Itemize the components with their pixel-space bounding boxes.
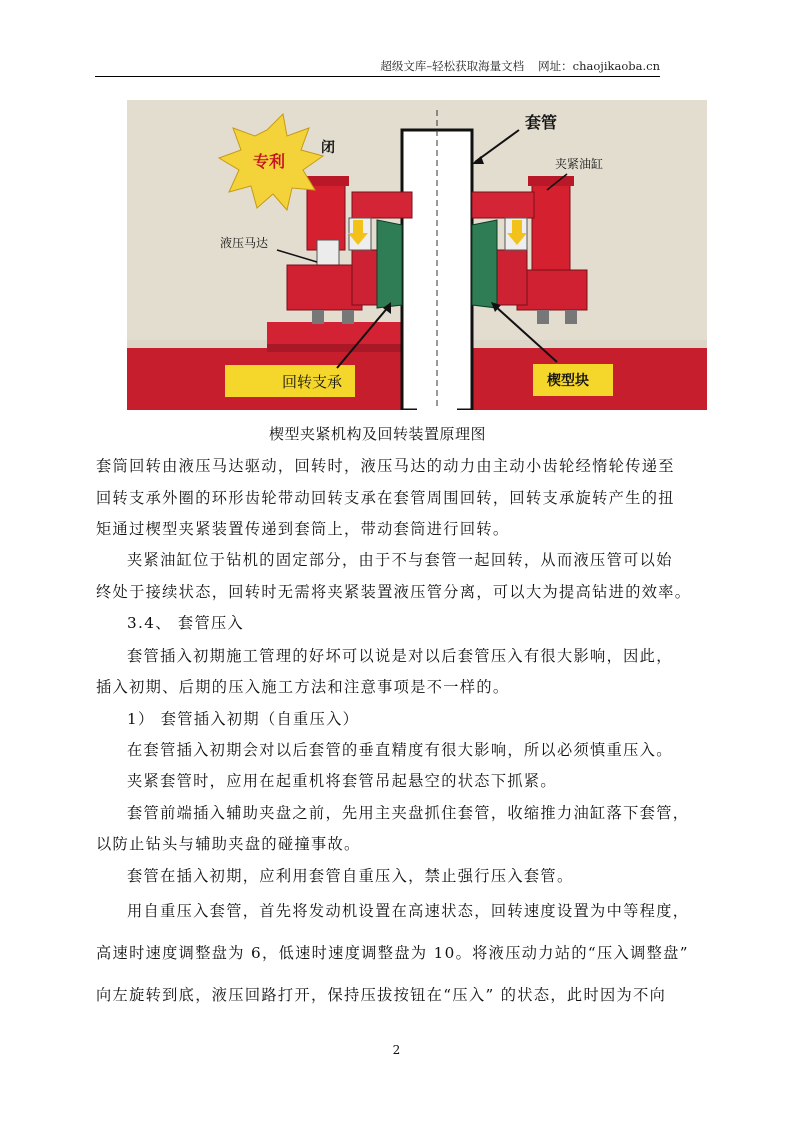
- body-line-10: 在套管插入初期会对以后套管的垂直精度有很大影响，所以必须慎重压入。: [127, 741, 673, 759]
- slewing-bearing-label: 回转支承: [282, 373, 343, 391]
- body-line-2: 回转支承外圈的环形齿轮带动回转支承在套管周围回转，回转支承旋转产生的扭: [96, 489, 675, 507]
- casing-label: 套管: [525, 113, 558, 132]
- right-yellow-arrow-shaft: [512, 220, 522, 234]
- right-cylinder: [532, 180, 570, 275]
- body-line-17: 向左旋转到底，液压回路打开，保持压拔按钮在“压入” 的状态，此时因为不向: [96, 986, 667, 1004]
- closed-label: 闭: [321, 140, 335, 156]
- page-number: 2: [392, 1043, 401, 1057]
- right-cylinder-top: [528, 176, 574, 186]
- header-site: 网址：chaojikaoba.cn: [538, 59, 660, 73]
- body-line-3: 矩通过楔型夹紧装置传递到套筒上，带动套筒进行回转。: [96, 520, 510, 538]
- wedge-block-label: 楔型块: [547, 373, 589, 389]
- left-yellow-arrow-shaft: [353, 220, 363, 234]
- header-rule: [95, 76, 660, 77]
- body-line-7: 套管插入初期施工管理的好坏可以说是对以后套管压入有很大影响，因此，: [127, 647, 673, 665]
- patent-label: 专利: [253, 152, 286, 171]
- page-header: [95, 58, 660, 74]
- right-wedge-block: [472, 220, 497, 308]
- left-pin-2: [342, 310, 354, 324]
- body-line-13: 以防止钻头与辅助夹盘的碰撞事故。: [96, 835, 361, 853]
- body-line-15: 用自重压入套管，首先将发动机设置在高速状态，回转速度设置为中等程度，: [127, 902, 690, 920]
- body-line-12: 套管前端插入辅助夹盘之前，先用主夹盘抓住套管，收缩推力油缸落下套管，: [127, 804, 690, 822]
- body-line-5: 终处于接续状态，回转时无需将夹紧装置液压管分离，可以大为提高钻进的效率。: [96, 583, 692, 601]
- body-line-8: 插入初期、后期的压入施工方法和注意事项是不一样的。: [96, 678, 510, 696]
- figure-caption: 楔型夹紧机构及回转装置原理图: [268, 425, 486, 443]
- left-pin-1: [312, 310, 324, 324]
- right-pin-2: [565, 310, 577, 324]
- header-title: 超级文库–轻松获取海量文档: [380, 59, 525, 73]
- body-line-4: 夹紧油缸位于钻机的固定部分，由于不与套管一起回转，从而液压管可以始: [127, 551, 673, 569]
- left-wedge-block: [377, 220, 402, 308]
- hydraulic-motor-label: 液压马达: [220, 236, 269, 250]
- mechanism-diagram: [127, 100, 707, 410]
- right-pin-1: [537, 310, 549, 324]
- left-housing: [287, 265, 362, 310]
- clamp-cylinder-label: 夹紧油缸: [555, 157, 604, 171]
- section-heading: 3.4、 套管压入: [127, 614, 245, 632]
- body-line-11: 夹紧套管时，应用在起重机将套管吊起悬空的状态下抓紧。: [127, 772, 557, 790]
- left-arm-upper: [352, 192, 412, 218]
- body-line-16: 高速时速度调整盘为 6，低速时速度调整盘为 10。将液压动力站的“压入调整盘”: [96, 944, 689, 962]
- body-line-1: 套筒回转由液压马达驱动，回转时，液压马达的动力由主动小齿轮经惰轮传递至: [96, 457, 675, 475]
- subsection-heading: 1） 套管插入初期（自重压入）: [127, 710, 360, 728]
- body-line-14: 套管在插入初期，应利用套管自重压入，禁止强行压入套管。: [127, 867, 574, 885]
- right-arm-upper: [472, 192, 534, 218]
